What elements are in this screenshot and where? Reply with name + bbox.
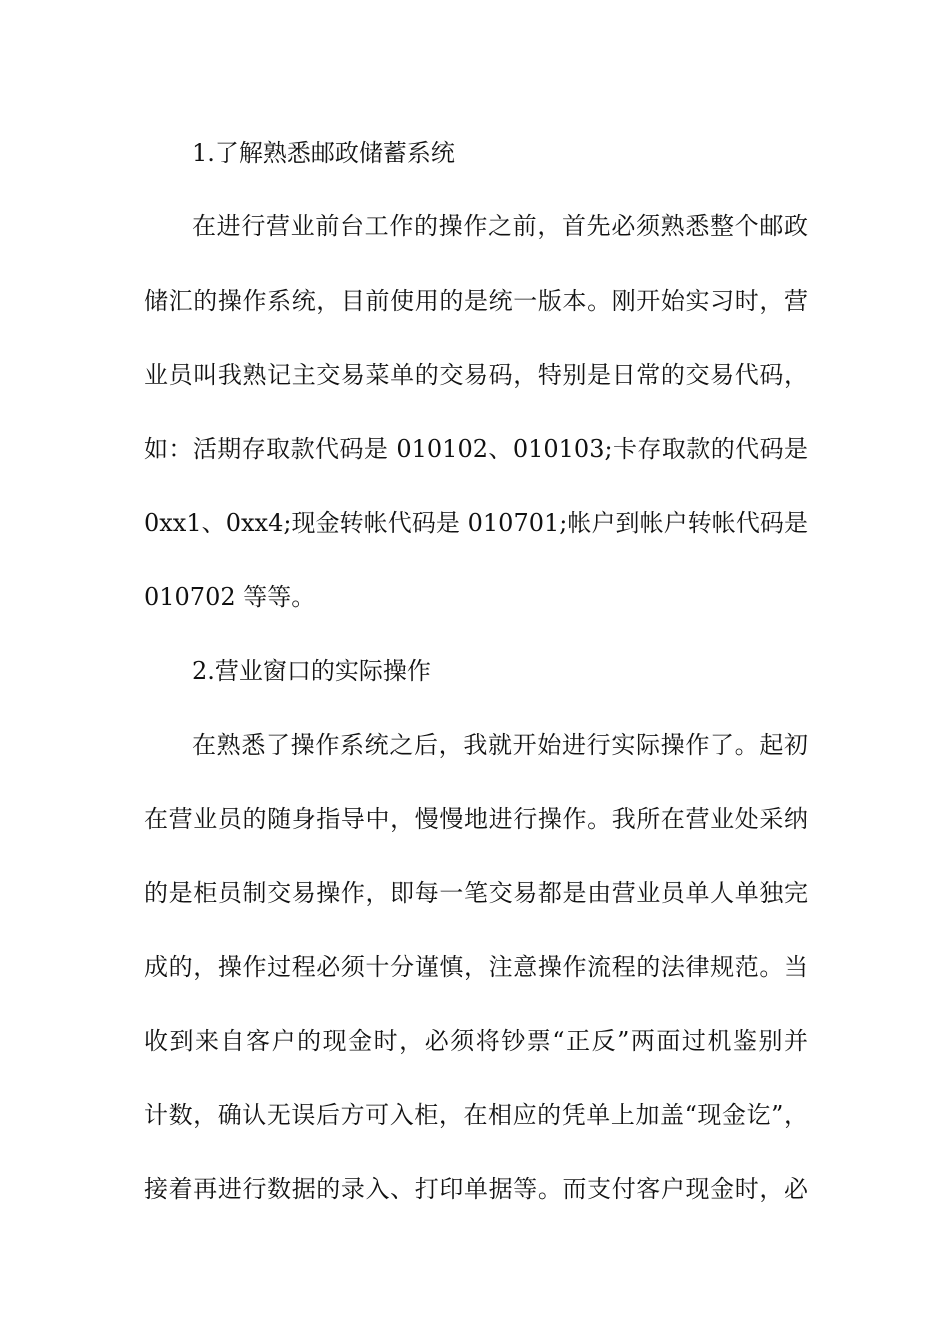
paragraph-line: 收到来自客户的现金时，必须将钞票“正反”两面过机鉴别并	[144, 1027, 808, 1055]
section-heading-2: 2.营业窗口的实际操作	[192, 657, 431, 685]
paragraph-line: 在熟悉了操作系统之后，我就开始进行实际操作了。起初	[192, 731, 808, 759]
paragraph-line: 业员叫我熟记主交易菜单的交易码，特别是日常的交易代码，	[144, 361, 808, 389]
paragraph-line: 在营业员的随身指导中，慢慢地进行操作。我所在营业处采纳	[144, 805, 808, 833]
paragraph-line: 储汇的操作系统，目前使用的是统一版本。刚开始实习时，营	[144, 287, 808, 315]
paragraph-line: 0xx1、0xx4;现金转帐代码是 010701;帐户到帐户转帐代码是	[144, 509, 808, 537]
paragraph-line: 在进行营业前台工作的操作之前，首先必须熟悉整个邮政	[192, 212, 808, 240]
paragraph-line: 的是柜员制交易操作，即每一笔交易都是由营业员单人单独完	[144, 879, 808, 907]
paragraph-line: 计数，确认无误后方可入柜，在相应的凭单上加盖“现金讫”，	[144, 1101, 808, 1129]
paragraph-line: 成的，操作过程必须十分谨慎，注意操作流程的法律规范。当	[144, 953, 808, 981]
section-heading-1: 1.了解熟悉邮政储蓄系统	[192, 139, 455, 167]
paragraph-line: 010702 等等。	[144, 583, 316, 611]
paragraph-line: 如：活期存取款代码是 010102、010103;卡存取款的代码是	[144, 435, 808, 463]
paragraph-line: 接着再进行数据的录入、打印单据等。而支付客户现金时，必	[144, 1175, 808, 1203]
